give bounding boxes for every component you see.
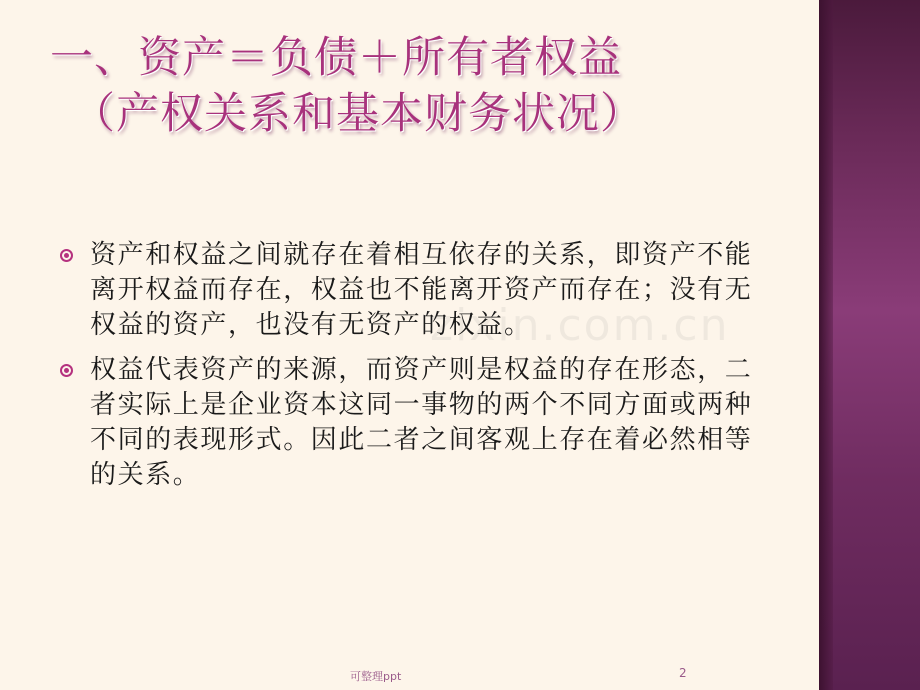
slide-title	[50, 30, 790, 142]
decorative-side-bar	[819, 0, 920, 690]
bullet-text: 权益代表资产的来源，而资产则是权益的存在形态，二者实际上是企业资本这同一事物的两个不同方面或两种不同的表现形式。因此二者之间客观上存在着必然相等的关系。	[90, 355, 753, 490]
bullet-item	[58, 238, 758, 343]
title-line-2: （产权关系和基本财务状况）	[72, 89, 644, 139]
page-number: 2	[679, 666, 687, 680]
circle-bullet-icon	[60, 364, 73, 377]
watermark: zixin.com.cn	[430, 300, 730, 351]
bullet-item	[58, 353, 758, 493]
bullet-text: 资产和权益之间就存在着相互依存的关系，即资产不能离开权益而存在，权益也不能离开资产而存在；没有无权益的资产，也没有无资产的权益。	[90, 240, 753, 340]
footer-text: 可整理ppt	[350, 670, 402, 683]
title-line-1: 一、资产＝负债＋所有者权益	[50, 33, 622, 83]
bullet-list	[58, 238, 758, 503]
circle-bullet-icon	[60, 249, 73, 262]
